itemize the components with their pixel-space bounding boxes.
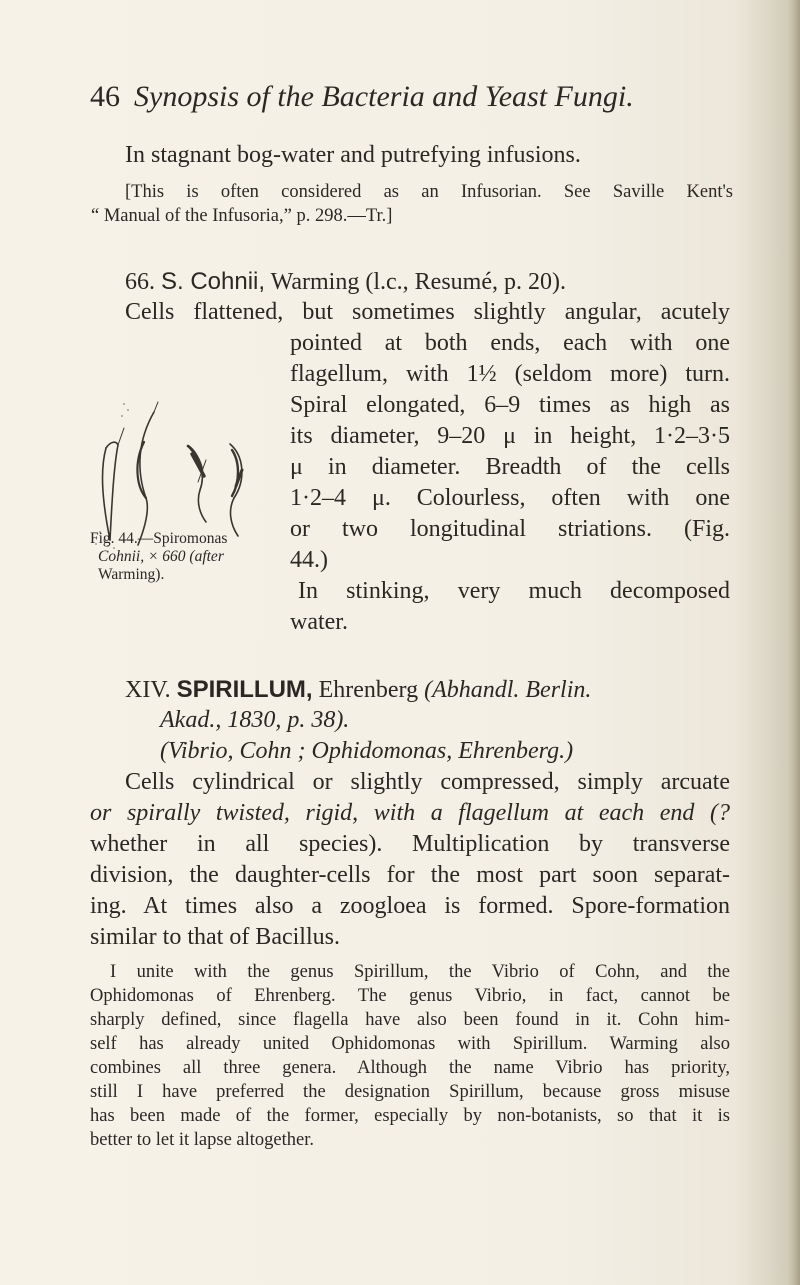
habitat-66-line-2: water. (290, 609, 348, 635)
caption-line-1: Fig. 44.—Spiromonas (90, 530, 228, 547)
genus-desc-line-3: whether in all species). Multiplication by transverse (90, 831, 730, 857)
figure-44-caption (90, 530, 265, 584)
note-line-7: has been made of the former, especially by non-botanists, so that it is (90, 1106, 730, 1126)
caption-line-2: Cohnii, × 660 (after (98, 548, 224, 565)
side-line-5: μ in diameter. Breadth of the cells (290, 454, 730, 480)
genus-desc-line-4: division, the daughter-cells for the most part soon separat- (90, 862, 730, 888)
genus-synonyms: (Vibrio, Cohn ; Ophidomonas, Ehrenberg.) (160, 738, 574, 764)
note-line-4: self has already united Ophidomonas with Spirillum. Warming also (90, 1034, 730, 1054)
page-edge (786, 0, 800, 1285)
side-line-1: pointed at both ends, each with one (290, 330, 730, 356)
genus-reference-1: (Abhandl. Berlin. (424, 677, 592, 703)
species-66-heading (125, 266, 730, 298)
habitat-65: In stagnant bog-water and putrefying infusions. (125, 142, 581, 168)
species-66-name: S. Cohnii, (161, 268, 266, 295)
genus-author: Ehrenberg (318, 677, 419, 703)
genus-note (90, 960, 730, 1152)
species-66-habitat (290, 576, 730, 638)
note-line-8: better to let it lapse altogether. (90, 1130, 314, 1150)
species-66-authority: Warming (l.c., Resumé, p. 20). (270, 269, 566, 295)
species-66-description-line-1 (90, 297, 730, 328)
caption-line-3: Warming). (98, 566, 165, 583)
figure-44 (88, 390, 266, 510)
spiromonas-illustration (88, 390, 266, 550)
genus-name: SPIRILLUM, (176, 676, 313, 703)
translator-note-line-2: “ Manual of the Infusoria,” p. 298.—Tr.] (91, 206, 393, 226)
genus-xiv-heading (125, 674, 730, 706)
genus-desc-line-1: Cells cylindrical or slightly compressed, simply arcuate (125, 769, 730, 795)
note-line-5: combines all three genera. Although the name Vibrio has priority, (90, 1058, 730, 1078)
species-66-description-side (290, 328, 730, 576)
note-line-3: sharply defined, since flagella have also been found in it. Cohn him- (90, 1010, 730, 1030)
side-line-2: flagellum, with 1½ (seldom more) turn. (290, 361, 730, 387)
translator-note-line-1: [This is often considered as an Infusorian. See Saville Kent's (125, 182, 733, 202)
note-line-6: still I have preferred the designation Spirillum, because gross misuse (90, 1082, 730, 1102)
species-66-number: 66. (125, 269, 155, 295)
running-header (90, 80, 730, 114)
side-line-4: its diameter, 9–20 μ in height, 1·2–3·5 (290, 423, 730, 449)
side-line-8: 44.) (290, 547, 328, 573)
genus-description (90, 767, 730, 953)
side-line-7: or two longitudinal striations. (Fig. (290, 516, 730, 542)
genus-desc-line-5: ing. At times also a zoogloea is formed. Spore-formation (90, 893, 730, 919)
genus-reference-2: Akad., 1830, p. 38). (160, 707, 350, 733)
page-number: 46 (90, 80, 120, 113)
genus-desc-line-2: or spirally twisted, rigid, with a flagellum at each end (? (90, 800, 730, 826)
running-title: Synopsis of the Bacteria and Yeast Fungi. (134, 80, 634, 113)
note-line-1: I unite with the genus Spirillum, the Vibrio of Cohn, and the (110, 962, 730, 982)
genus-numeral: XIV. (125, 677, 171, 703)
note-line-2: Ophidomonas of Ehrenberg. The genus Vibrio, in fact, cannot be (90, 986, 730, 1006)
side-line-6: 1·2–4 μ. Colourless, often with one (290, 485, 730, 511)
habitat-66-line-1: In stinking, very much decomposed (298, 578, 730, 604)
genus-desc-line-6: similar to that of Bacillus. (90, 924, 340, 950)
species-66-line-full: Cells flattened, but sometimes slightly angular, acutely (125, 299, 730, 325)
side-line-3: Spiral elongated, 6–9 times as high as (290, 392, 730, 418)
translator-note (91, 180, 733, 228)
